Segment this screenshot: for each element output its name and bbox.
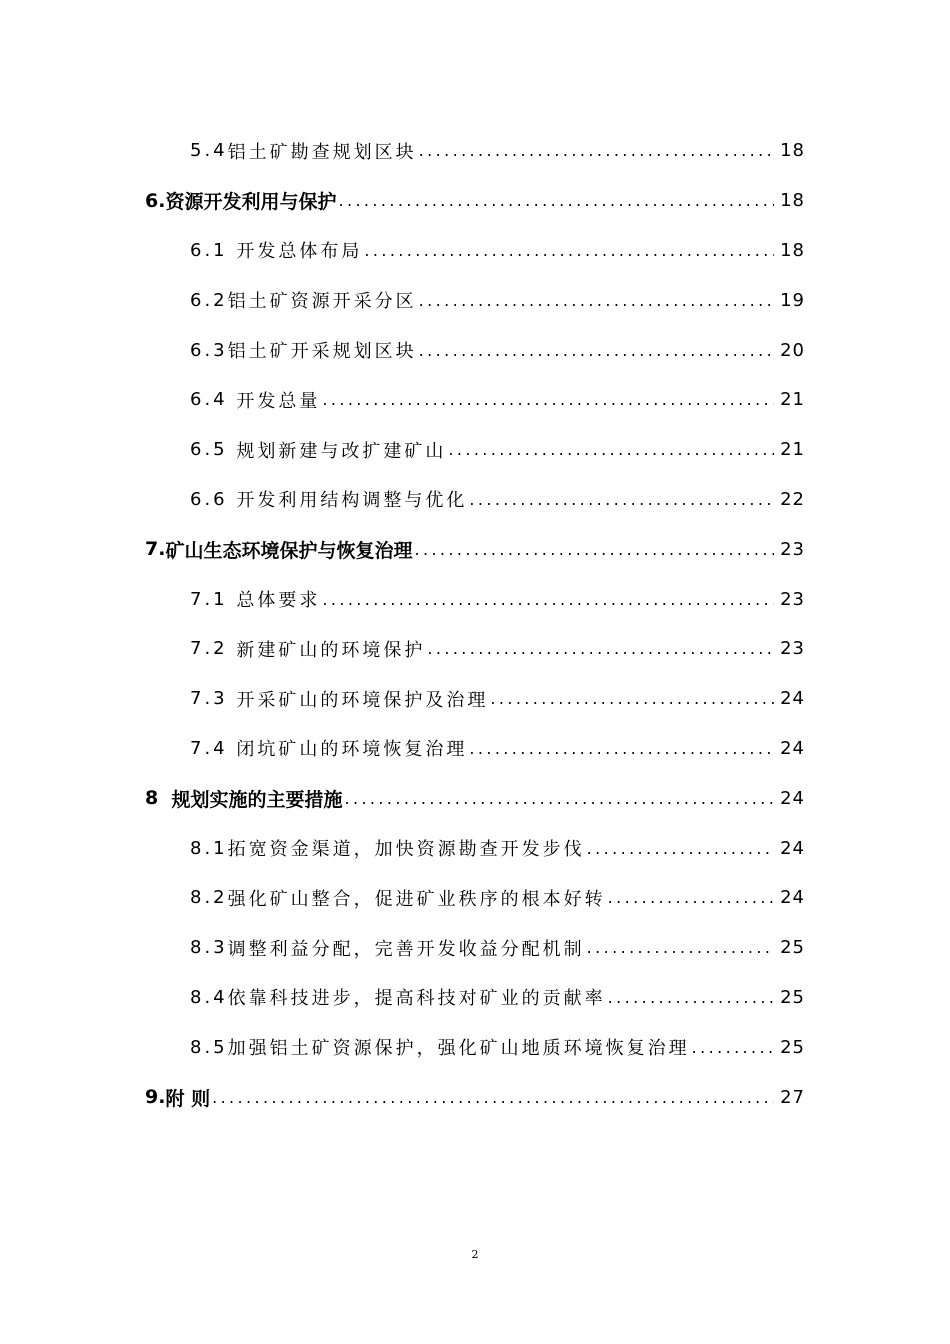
toc-entry-page: 24 <box>780 737 805 759</box>
toc-leader-dots <box>344 789 774 808</box>
toc-entry[interactable] <box>0 524 950 574</box>
table-of-contents <box>0 126 950 1122</box>
toc-entry-title: 规划实施的主要措施 <box>171 788 343 811</box>
toc-entry-number: 8.3 <box>190 937 228 959</box>
toc-entry-number: 6.2 <box>190 289 228 311</box>
toc-entry-title: 附 则 <box>165 1087 211 1110</box>
toc-entry-title: 闭坑矿山的环境恢复治理 <box>236 739 468 761</box>
toc-entry-number: 6.4 <box>190 389 237 411</box>
toc-entry-page: 23 <box>780 538 805 560</box>
toc-entry-title: 开发总量 <box>236 390 321 412</box>
toc-leader-dots <box>212 1088 774 1107</box>
toc-entry-page: 21 <box>780 439 805 461</box>
toc-leader-dots <box>364 241 774 260</box>
toc-leader-dots <box>419 141 774 160</box>
toc-entry-number: 7.4 <box>190 737 237 759</box>
toc-entry[interactable] <box>0 126 950 176</box>
toc-entry-title: 开发总体布局 <box>236 241 363 263</box>
toc-leader-dots <box>419 291 774 310</box>
toc-entry-page: 19 <box>780 289 805 311</box>
toc-entry[interactable] <box>0 973 950 1023</box>
toc-entry-page: 25 <box>780 986 805 1008</box>
toc-entry[interactable] <box>0 724 950 774</box>
toc-entry-title: 规划新建与改扩建矿山 <box>236 440 447 462</box>
toc-entry-number: 7.3 <box>190 688 237 710</box>
toc-entry[interactable] <box>0 375 950 425</box>
toc-entry-page: 25 <box>780 1036 805 1058</box>
toc-leader-dots <box>427 639 774 658</box>
toc-entry[interactable] <box>0 1072 950 1122</box>
toc-entry-page: 24 <box>780 887 805 909</box>
toc-entry-title: 总体要求 <box>236 590 321 612</box>
toc-entry-number: 6.3 <box>190 339 228 361</box>
toc-entry-number: 8 <box>145 787 172 810</box>
toc-entry-page: 18 <box>780 140 805 162</box>
toc-entry-title: 开采矿山的环境保护及治理 <box>236 689 489 711</box>
toc-entry-number: 8.5 <box>190 1036 228 1058</box>
toc-entry-title: 新建矿山的环境保护 <box>236 639 426 661</box>
page-number: 2 <box>471 1248 479 1261</box>
toc-entry-number: 8.4 <box>190 986 228 1008</box>
toc-leader-dots <box>587 938 774 957</box>
toc-entry[interactable] <box>0 176 950 226</box>
toc-leader-dots <box>338 191 774 210</box>
toc-entry-number: 6. <box>145 189 166 212</box>
toc-entry-title: 拓宽资金渠道，加快资源勘查开发步伐 <box>227 839 585 861</box>
toc-entry[interactable] <box>0 923 950 973</box>
toc-entry-page: 20 <box>780 339 805 361</box>
toc-entry[interactable] <box>0 1022 950 1072</box>
toc-leader-dots <box>322 390 774 409</box>
toc-entry-page: 23 <box>780 638 805 660</box>
toc-entry-title: 铝土矿资源开采分区 <box>227 291 417 313</box>
toc-entry[interactable] <box>0 773 950 823</box>
toc-entry-page: 27 <box>780 1086 805 1108</box>
toc-entry[interactable] <box>0 624 950 674</box>
toc-entry-title: 强化矿山整合，促进矿业秩序的根本好转 <box>227 888 606 910</box>
toc-entry-page: 24 <box>780 787 805 809</box>
toc-entry[interactable] <box>0 823 950 873</box>
toc-entry[interactable] <box>0 475 950 525</box>
toc-entry-page: 18 <box>780 239 805 261</box>
toc-leader-dots <box>490 689 774 708</box>
toc-entry-title: 调整利益分配，完善开发收益分配机制 <box>227 938 585 960</box>
toc-leader-dots <box>469 739 774 758</box>
toc-entry-title: 加强铝土矿资源保护，强化矿山地质环境恢复治理 <box>227 1038 690 1060</box>
toc-entry-page: 24 <box>780 837 805 859</box>
toc-entry-number: 9. <box>145 1086 166 1109</box>
toc-entry-number: 5.4 <box>190 140 228 162</box>
toc-leader-dots <box>608 988 774 1007</box>
toc-entry[interactable] <box>0 873 950 923</box>
toc-entry-title: 矿山生态环境保护与恢复治理 <box>165 539 413 562</box>
toc-entry-page: 24 <box>780 688 805 710</box>
toc-entry[interactable] <box>0 226 950 276</box>
toc-entry[interactable] <box>0 574 950 624</box>
toc-entry-title: 铝土矿勘查规划区块 <box>227 141 417 163</box>
toc-entry-number: 8.1 <box>190 837 228 859</box>
toc-entry-title: 依靠科技进步，提高科技对矿业的贡献率 <box>227 988 606 1010</box>
toc-leader-dots <box>414 540 774 559</box>
toc-leader-dots <box>322 590 774 609</box>
toc-entry-page: 25 <box>780 937 805 959</box>
toc-entry-title: 铝土矿开采规划区块 <box>227 341 417 363</box>
toc-leader-dots <box>608 888 774 907</box>
toc-leader-dots <box>587 839 774 858</box>
toc-entry[interactable] <box>0 425 950 475</box>
toc-entry-number: 6.5 <box>190 439 237 461</box>
toc-entry-number: 6.1 <box>190 239 237 261</box>
toc-leader-dots <box>419 341 774 360</box>
toc-leader-dots <box>469 490 774 509</box>
toc-entry-number: 7.1 <box>190 588 237 610</box>
toc-entry-number: 8.2 <box>190 887 228 909</box>
toc-leader-dots <box>448 440 774 459</box>
toc-entry[interactable] <box>0 275 950 325</box>
toc-entry-title: 资源开发利用与保护 <box>165 191 337 214</box>
toc-leader-dots <box>692 1038 774 1057</box>
toc-entry[interactable] <box>0 325 950 375</box>
toc-entry-page: 22 <box>780 488 805 510</box>
toc-entry[interactable] <box>0 674 950 724</box>
toc-entry-number: 7.2 <box>190 638 237 660</box>
toc-entry-page: 23 <box>780 588 805 610</box>
toc-entry-page: 18 <box>780 190 805 212</box>
toc-entry-page: 21 <box>780 389 805 411</box>
toc-entry-title: 开发利用结构调整与优化 <box>236 490 468 512</box>
toc-entry-number: 6.6 <box>190 488 237 510</box>
toc-entry-number: 7. <box>145 538 166 561</box>
